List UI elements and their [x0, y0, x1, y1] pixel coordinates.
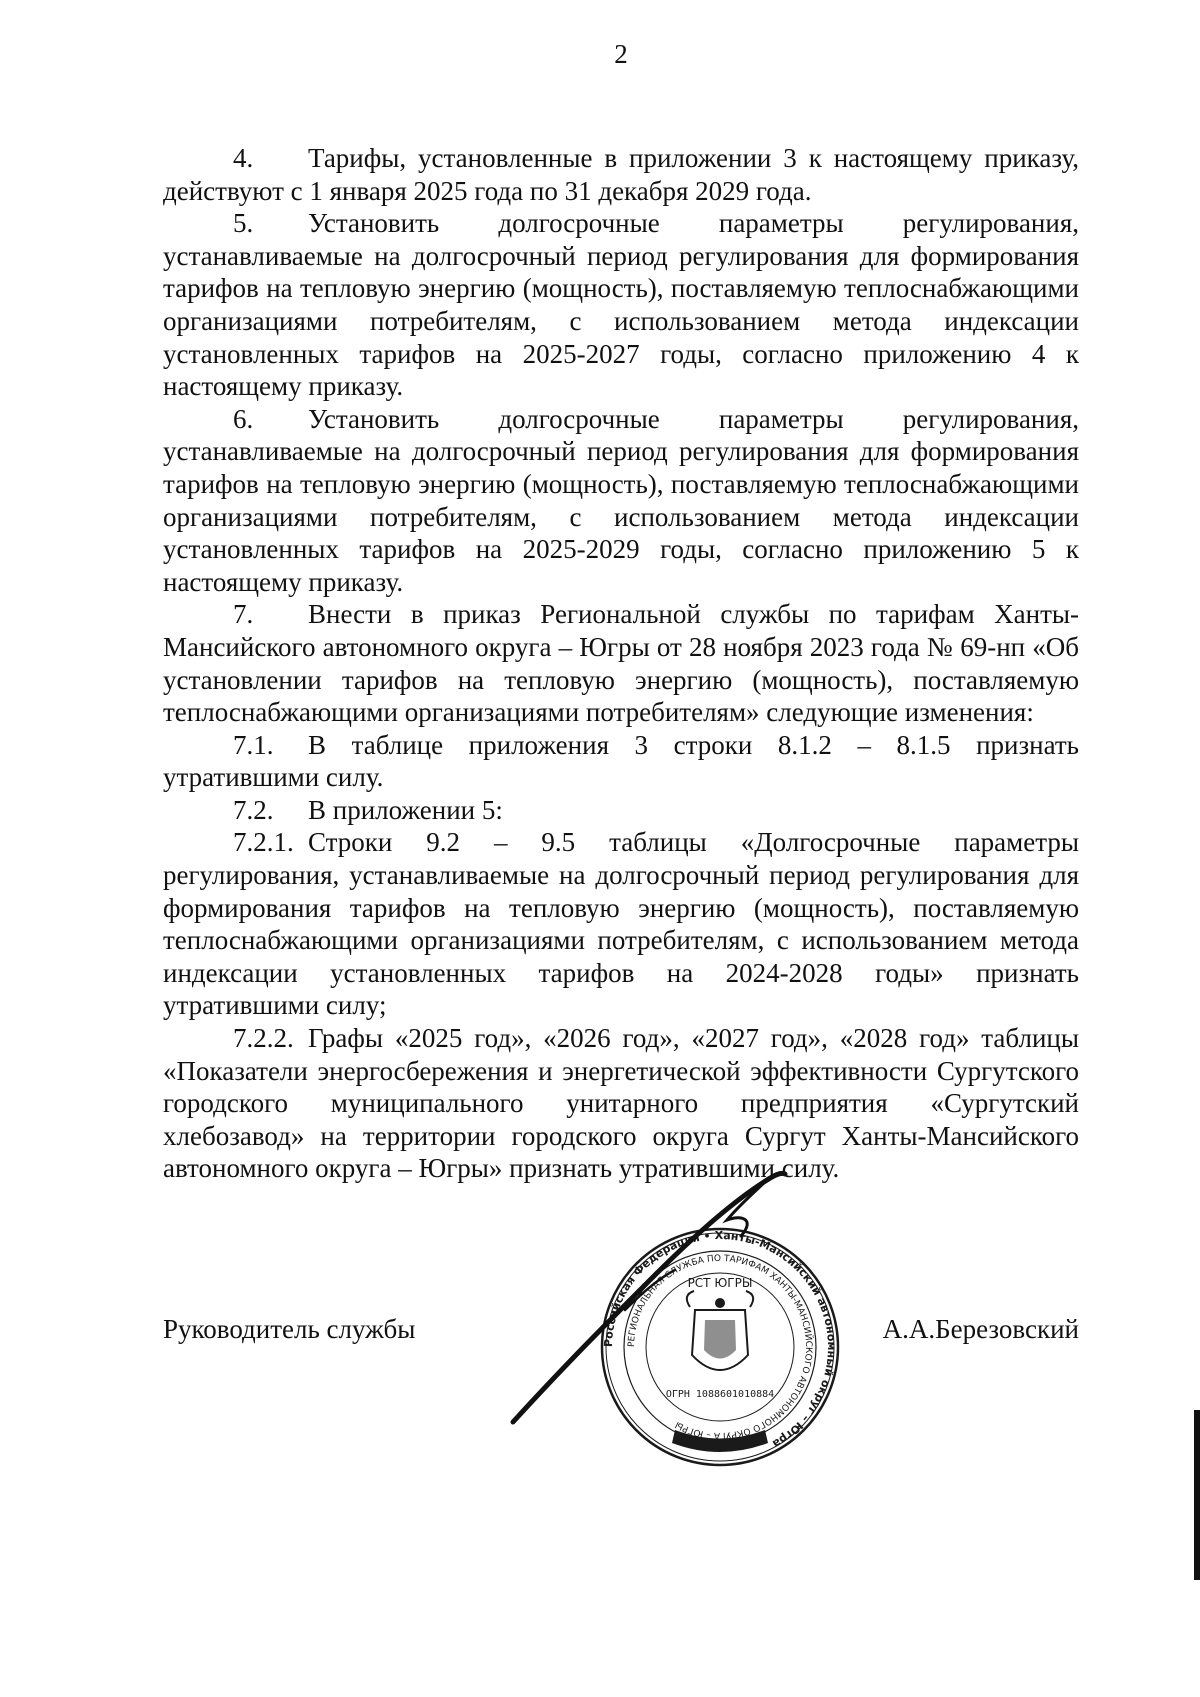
- paragraph-text: Графы «2025 год», «2026 год», «2027 год», «2028 год» таблицы «Показатели энергосбережения и энергетической эффективности Сургутского городского муниципального унитарного предприятия «Сургутский хлебозавод» на территории городского округа Сургут Ханты-Мансийского автономного округа – Югры» признать утратившими силу.: [163, 1023, 1079, 1184]
- paragraph-text: Установить долгосрочные параметры регулирования, устанавливаемые на долгосрочный период регулирования для формирования тарифов на тепловую энергию (мощность), поставляемую теплоснабжающими организациями потребителям, с использованием метода индексации установленных тарифов на 2025-2029 годы, согласно приложению 5 к настоящему приказу.: [163, 403, 1079, 597]
- paragraph-text: Внести в приказ Региональной службы по тарифам Ханты-Мансийского автономного округа – Югры от 28 ноября 2023 года № 69-нп «Об установлении тарифов на тепловую энергию (мощность), поставляемую теплоснабжающими организациями потребителям» следующие изменения:: [163, 599, 1079, 728]
- stamp-center-text: РСТ ЮГРЫ: [687, 1276, 753, 1290]
- stamp-outer-text: Российская Федерация • Ханты-Мансийский автономный округ – Югра: [601, 1228, 839, 1451]
- paragraph-number: 7.2.: [233, 794, 274, 825]
- paragraph-7-2: [163, 794, 1079, 827]
- stamp-ogrn-text: ОГРН 1088601010884: [665, 1389, 775, 1400]
- paragraph-5: [163, 207, 1079, 403]
- handwritten-signature: [505, 1150, 845, 1430]
- paragraph-4: [163, 142, 1079, 207]
- paragraph-number: 4.: [233, 143, 254, 173]
- paragraph-7-2-1: [163, 826, 1079, 1022]
- signatory-name: А.А.Березовский: [882, 1314, 1079, 1344]
- paragraph-number: 7.2.2.: [233, 1023, 294, 1054]
- paragraph-text: Установить долгосрочные параметры регулирования, устанавливаемые на долгосрочный период регулирования для формирования тарифов на тепловую энергию (мощность), поставляемую теплоснабжающими организациями потребителям, с использованием метода индексации установленных тарифов на 2025-2027 годы, согласно приложению 4 к настоящему приказу.: [163, 208, 1079, 402]
- paragraph-number: 6.: [233, 403, 254, 434]
- scan-edge-mark: [1194, 1410, 1200, 1580]
- paragraph-text: Строки 9.2 – 9.5 таблицы «Долгосрочные параметры регулирования, устанавливаемые на долгосрочный период регулирования для формирования тарифов на тепловую энергию (мощность), поставляемую теплоснабжающими организациями потребителям, с использованием метода индексации установленных тарифов на 2024-2028 годы» признать утратившими силу;: [163, 827, 1079, 1021]
- paragraph-7-1: [163, 729, 1079, 794]
- paragraph-number: 7.2.1.: [233, 827, 294, 858]
- document-body: [163, 142, 1079, 1185]
- paragraph-6: [163, 403, 1079, 599]
- page-number: 2: [614, 39, 628, 69]
- stamp-inner-text: РЕГИОНАЛЬНАЯ СЛУЖБА ПО ТАРИФАМ ХАНТЫ-МАНСИЙСКОГО АВТОНОМНОГО ОКРУГА – ЮГРЫ: [626, 1253, 814, 1441]
- paragraph-text: В таблице приложения 3 строки 8.1.2 – 8.1.5 признать утратившими силу.: [163, 729, 1079, 793]
- paragraph-number: 5.: [233, 208, 254, 239]
- paragraph-number: 7.1.: [233, 729, 274, 760]
- paragraph-7: [163, 598, 1079, 728]
- paragraph-text: В приложении 5:: [308, 794, 503, 825]
- signatory-position: Руководитель службы: [163, 1314, 416, 1344]
- paragraph-number: 7.: [233, 599, 254, 630]
- paragraph-text: Тарифы, установленные в приложении 3 к настоящему приказу, действуют с 1 января 2025 года по 31 декабря 2029 года.: [163, 143, 1079, 206]
